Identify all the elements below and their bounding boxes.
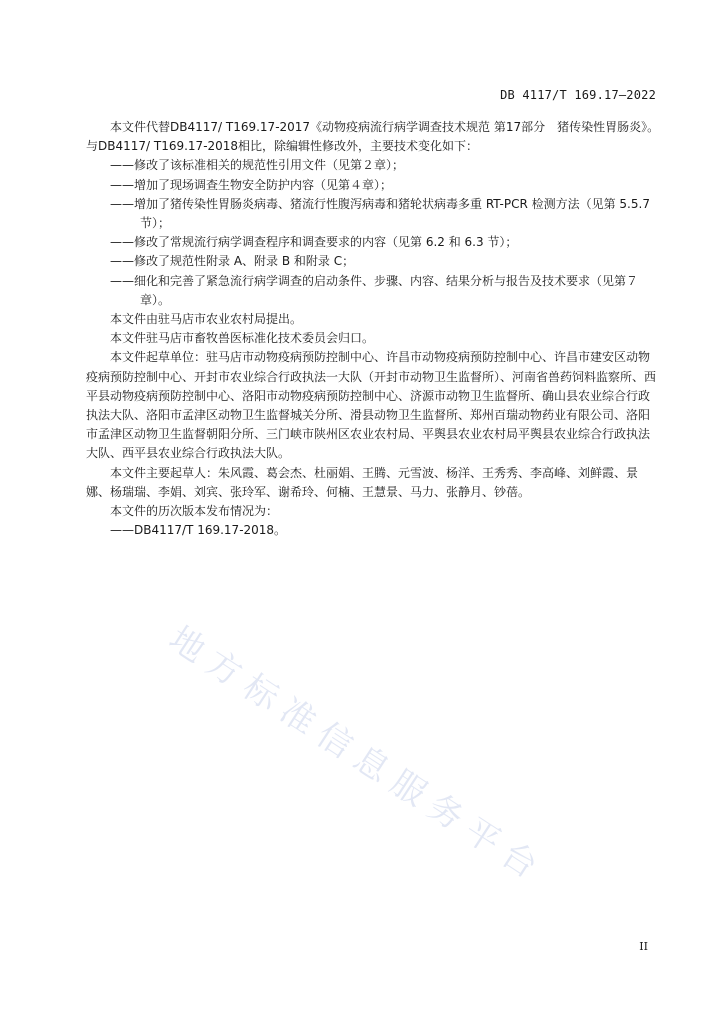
change-item: ——修改了该标准相关的规范性引用文件（见第２章）； [110, 158, 405, 173]
document-code: DB 4117/T 169.17—2022 [500, 88, 656, 102]
replacement-paragraph: 本文件代替DB4117/ T169.17-2017《动物疫病流行病学调查技术规范 第17部分 猪传染性胃肠炎》。与DB4117/ T169.17-2018相比，除编辑性修改外，主要技术变化如下： [86, 120, 660, 154]
change-item: ——增加了猪传染性胃肠炎病毒、猪流行性腹泻病毒和猪轮状病毒多重 RT-PCR 检测方法（见第 5.5.7 节）； [110, 196, 650, 231]
change-item: ——修改了规范性附录 A、附录 B 和附录 C； [110, 254, 355, 269]
change-item: ——修改了常规流行病学调查程序和调查要求的内容（见第 6.2 和 6.3 节）； [110, 235, 518, 250]
change-item: ——增加了现场调查生物安全防护内容（见第４章）； [110, 177, 393, 192]
foreword-body [86, 118, 660, 540]
watermark: 地方标准信息服务平台 [161, 618, 553, 892]
page-number: II [639, 940, 648, 953]
drafting-units-paragraph: 本文件起草单位：驻马店市动物疫病预防控制中心、许昌市动物疫病预防控制中心、许昌市建安区动物疫病预防控制中心、开封市农业综合行政执法一大队（开封市动物卫生监督所）、河南省兽药饲料监察所、西平县动物疫病预防控制中心、洛阳市动物疫病预防控制中心、济源市动物卫生监督所、确山县农业综合行政执法大队、洛阳市孟津区动物卫生监督城关分所、滑县动物卫生监督所、郑州百瑞动物药业有限公司、洛阳市孟津区动物卫生监督朝阳分所、三门峡市陕州区农业农村局、平舆县农业农村局平舆县农业综合行政执法大队、西平县农业综合行政执法大队。 [86, 350, 657, 461]
managed-by-paragraph: 本文件驻马店市畜牧兽医标准化技术委员会归口。 [110, 331, 375, 346]
drafters-paragraph: 本文件主要起草人：朱风霞、葛会杰、杜丽娟、王腾、元雪波、杨洋、王秀秀、李高峰、刘鲜霞、景娜、杨瑞瑞、李娟、刘宾、张玲军、谢希玲、何楠、王慧景、马力、张静月、钞蓓。 [86, 465, 639, 499]
history-item: ——DB4117/T 169.17-2018。 [110, 523, 287, 538]
change-item: ——细化和完善了紧急流行病学调查的启动条件、步骤、内容、结果分析与报告及技术要求（见第７章）。 [110, 273, 639, 307]
proposed-by-paragraph: 本文件由驻马店市农业农村局提出。 [110, 312, 303, 327]
history-intro: 本文件的历次版本发布情况为： [110, 504, 279, 519]
